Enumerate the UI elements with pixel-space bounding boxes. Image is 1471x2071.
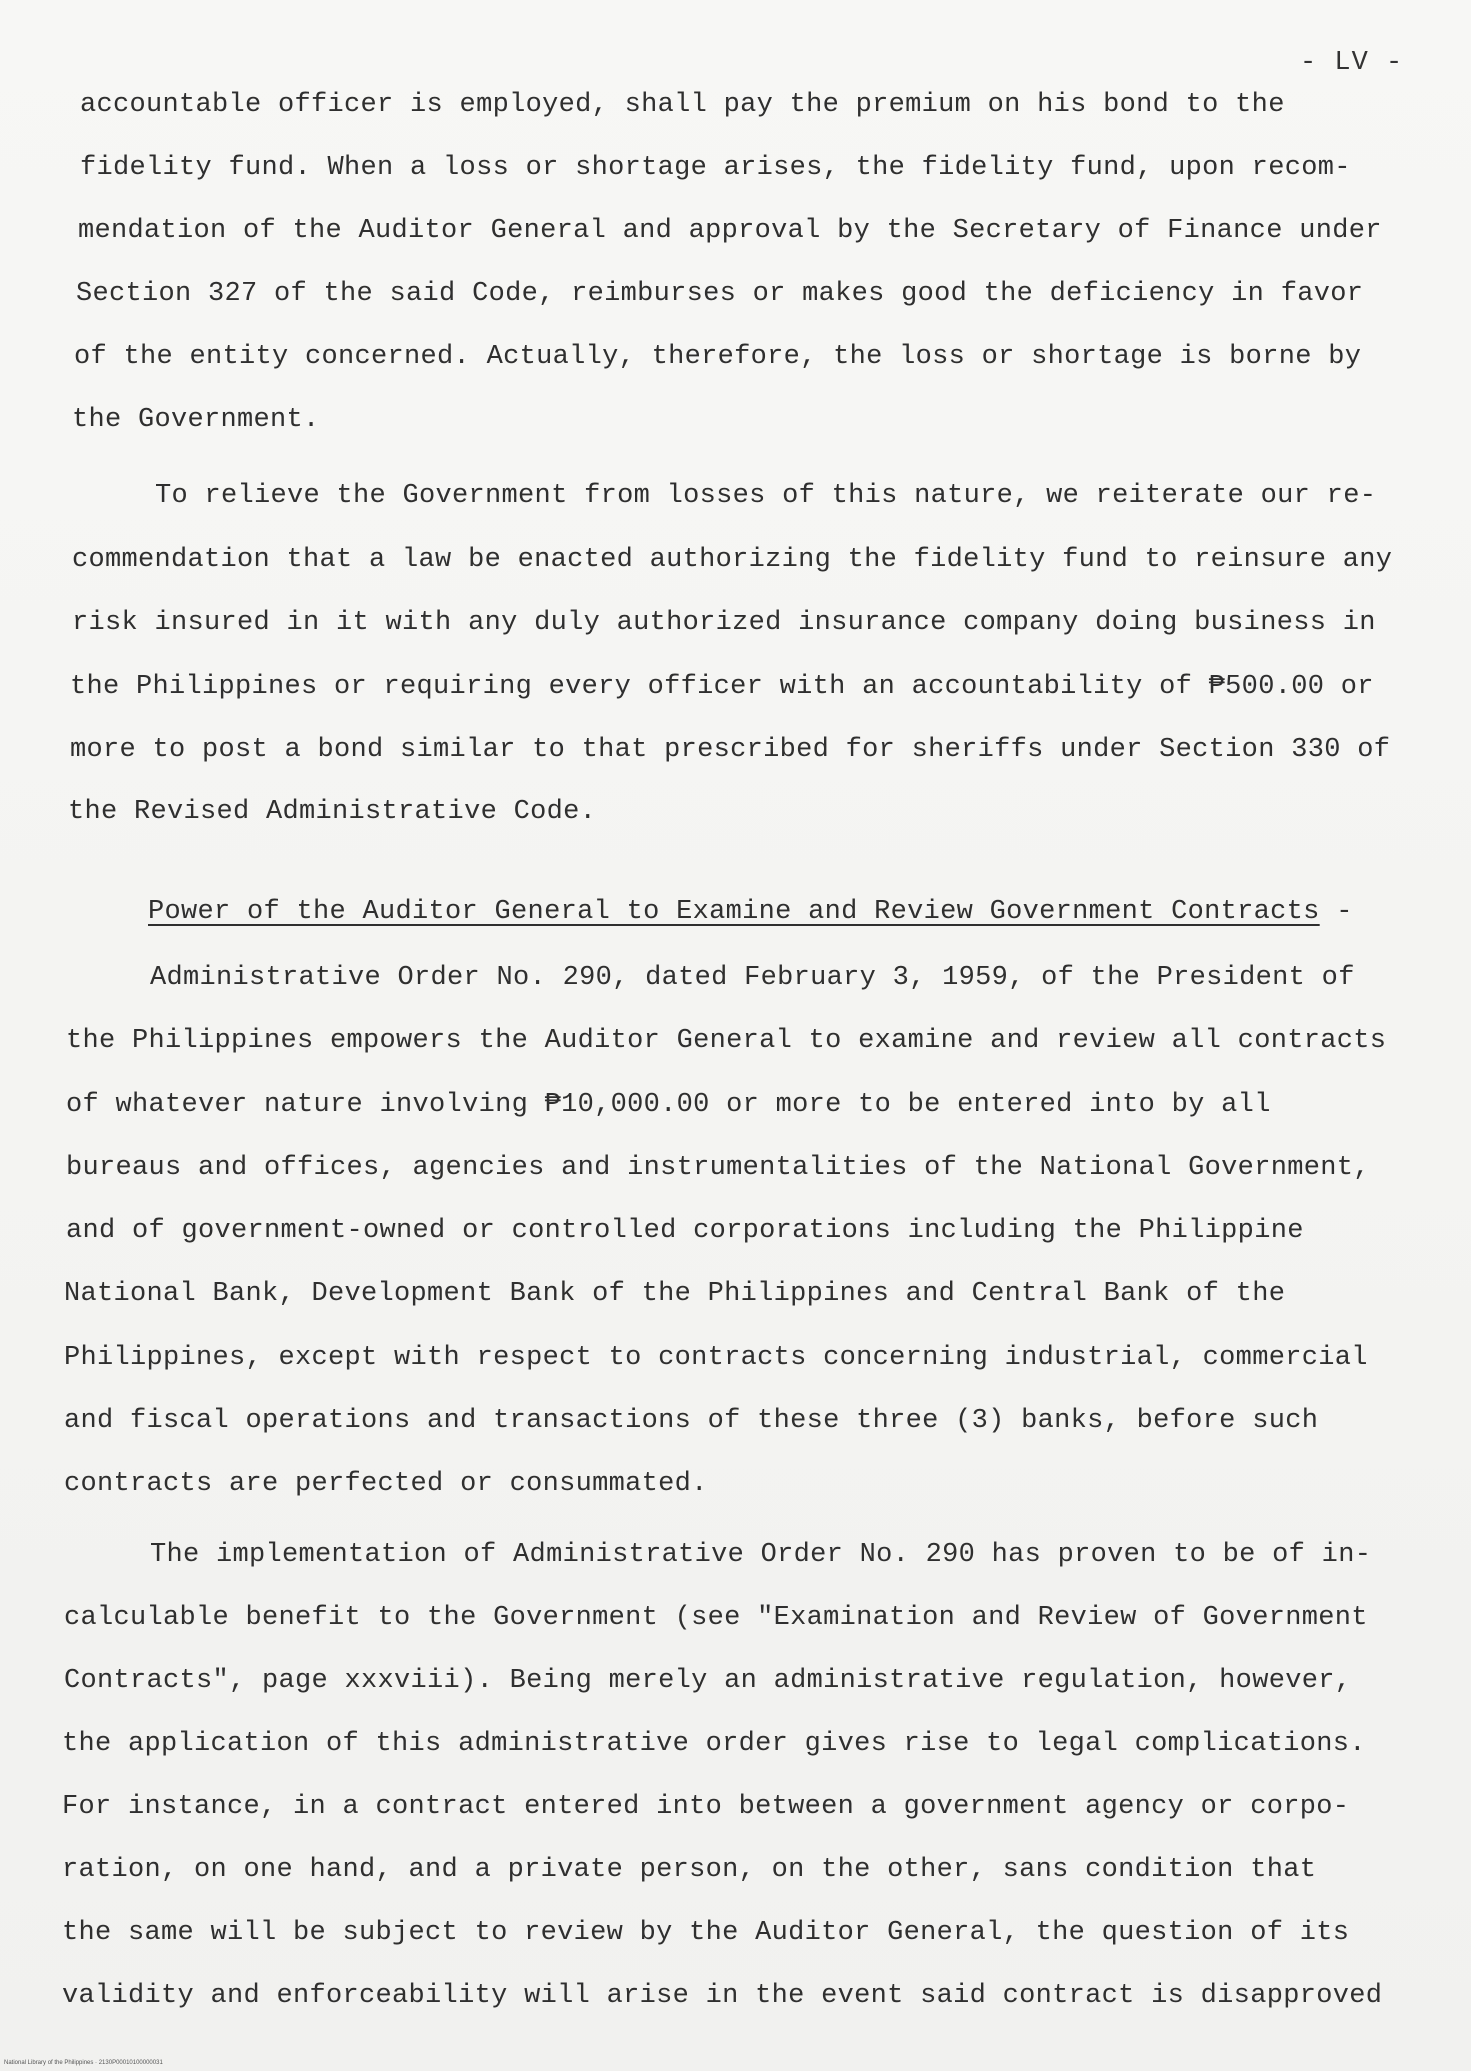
- text-line: of whatever nature involving ₱10,000.00 or more to be entered into by all: [66, 1090, 1271, 1120]
- text-line: mendation of the Auditor General and approval by the Secretary of Finance under: [78, 216, 1382, 246]
- text-line: bureaus and offices, agencies and instrumentalities of the National Government,: [66, 1153, 1370, 1183]
- text-line: of the entity concerned. Actually, therefore, the loss or shortage is borne by: [74, 342, 1362, 372]
- text-line: the application of this administrative order gives rise to legal complications.: [62, 1729, 1366, 1759]
- text-line: validity and enforceability will arise in the event said contract is disapproved: [62, 1981, 1383, 2011]
- text-line: Philippines, except with respect to contracts concerning industrial, commercial: [64, 1343, 1368, 1373]
- text-line: fidelity fund. When a loss or shortage arises, the fidelity fund, upon recom-: [80, 153, 1351, 183]
- text-line: To relieve the Government from losses of this nature, we reiterate our re-: [155, 481, 1377, 511]
- text-line: the Revised Administrative Code.: [68, 797, 597, 827]
- text-line: commendation that a law be enacted authorizing the fidelity fund to reinsure any: [72, 545, 1393, 575]
- text-line: more to post a bond similar to that prescribed for sheriffs under Section 330 of: [70, 735, 1391, 765]
- text-line: the Philippines or requiring every officer with an accountability of ₱500.00 or: [70, 672, 1374, 702]
- text-line: calculable benefit to the Government (see "Examination and Review of Government: [64, 1603, 1368, 1633]
- text-line: ration, on one hand, and a private person, on the other, sans condition that: [62, 1855, 1317, 1885]
- text-line: and fiscal operations and transactions of these three (3) banks, before such: [64, 1406, 1319, 1436]
- archive-footer-note: National Library of the Philippines · 2130P00010100000031: [4, 2060, 163, 2066]
- heading-suffix: -: [1319, 897, 1353, 927]
- text-line: contracts are perfected or consummated.: [64, 1469, 708, 1499]
- text-line: Administrative Order No. 290, dated February 3, 1959, of the President of: [150, 963, 1355, 993]
- text-line: National Bank, Development Bank of the Philippines and Central Bank of the: [64, 1279, 1286, 1309]
- text-line: the same will be subject to review by the Auditor General, the question of its: [62, 1918, 1350, 1948]
- text-line: Section 327 of the said Code, reimburses or makes good the deficiency in favor: [76, 279, 1364, 309]
- text-line: risk insured in it with any duly authorized insurance company doing business in: [72, 608, 1376, 638]
- text-line: and of government-owned or controlled corporations including the Philippine: [66, 1216, 1304, 1246]
- page-number: - LV -: [1300, 48, 1404, 78]
- text-line: the Philippines empowers the Auditor General to examine and review all contracts: [66, 1026, 1387, 1056]
- text-line: The implementation of Administrative Order No. 290 has proven to be of in-: [150, 1540, 1372, 1570]
- text-line: Contracts", page xxxviii). Being merely an administrative regulation, however,: [64, 1666, 1352, 1696]
- section-heading-line: [148, 895, 1353, 929]
- text-line: accountable officer is employed, shall pay the premium on his bond to the: [80, 90, 1285, 120]
- section-heading: Power of the Auditor General to Examine and Review Government Contracts: [148, 897, 1320, 927]
- text-line: the Government.: [72, 405, 320, 435]
- text-line: For instance, in a contract entered into between a government agency or corpo-: [62, 1792, 1350, 1822]
